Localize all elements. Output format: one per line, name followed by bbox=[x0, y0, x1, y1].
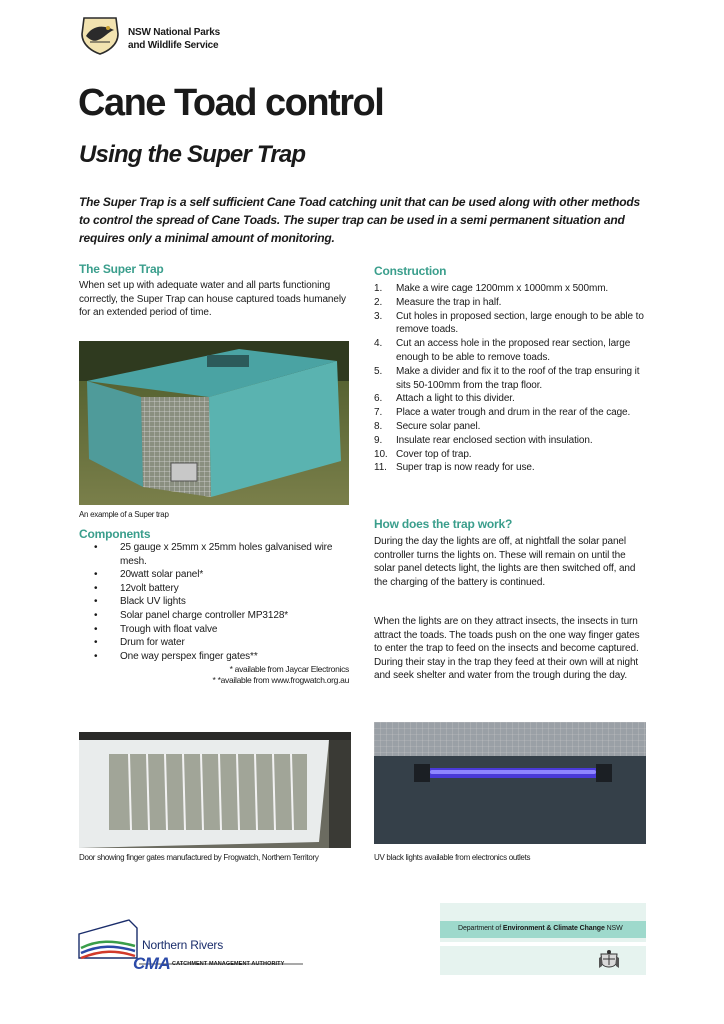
list-item bbox=[374, 310, 644, 338]
uv-light-caption: UV black lights available from electronics outlets bbox=[374, 853, 531, 862]
step-number: 3. bbox=[374, 310, 383, 322]
nsw-crest-icon bbox=[597, 948, 621, 972]
cma-subtitle: CATCHMENT MANAGEMENT AUTHORITY bbox=[172, 961, 285, 967]
step-text: Make a divider and fix it to the roof of the trap ensuring it sits 50-100mm from the trap floor. bbox=[396, 365, 640, 391]
step-text: Attach a light to this divider. bbox=[396, 393, 515, 405]
step-text: Cover top of trap. bbox=[396, 448, 472, 460]
step-number: 8. bbox=[374, 420, 383, 432]
step-text: Secure solar panel. bbox=[396, 420, 481, 432]
dec-logo-divider bbox=[440, 942, 646, 946]
step-number: 4. bbox=[374, 338, 383, 350]
note-frogwatch: * *available from www.frogwatch.org.au bbox=[212, 675, 349, 685]
note-jaycar: * available from Jaycar Electronics bbox=[229, 664, 349, 674]
step-text: Make a wire cage 1200mm x 1000mm x 500mm. bbox=[396, 283, 609, 294]
list-item bbox=[374, 461, 644, 475]
finger-gates-photo bbox=[79, 732, 351, 848]
step-text: Cut an access hole in the proposed rear section, large enough to be able to remove toads. bbox=[396, 338, 631, 363]
org-name-line1: NSW National Parks bbox=[128, 27, 220, 38]
super-trap-photo-caption: An example of a Super trap bbox=[79, 510, 169, 519]
intro-paragraph: The Super Trap is a self sufficient Cane Toad catching unit that can be used along with other methods to control the spread of Cane Toads. The super trap can be used in a semi permanent situation and requires only a minimal amount of monitoring. bbox=[79, 195, 640, 245]
step-text: Measure the trap in half. bbox=[396, 296, 502, 308]
page-subtitle: Using the Super Trap bbox=[79, 141, 306, 168]
list-item: • 12volt battery bbox=[79, 582, 359, 596]
super-trap-heading: The Super Trap bbox=[79, 262, 164, 276]
list-item: • Trough with float valve bbox=[79, 623, 359, 637]
uv-light-photo bbox=[374, 722, 646, 844]
list-item: • Solar panel charge controller MP3128* bbox=[79, 609, 359, 623]
construction-heading: Construction bbox=[374, 264, 447, 278]
list-item bbox=[374, 282, 644, 296]
step-number: 6. bbox=[374, 393, 383, 405]
components-list bbox=[79, 541, 359, 663]
components-heading: Components bbox=[79, 527, 151, 541]
list-item bbox=[374, 406, 644, 420]
component-notes bbox=[79, 664, 349, 686]
super-trap-body: When set up with adequate water and all parts functioning correctly, the Super Trap can house captured toads humanely for an extended period of time. bbox=[79, 280, 346, 319]
finger-gates-caption: Door showing finger gates manufactured by Frogwatch, Northern Territory bbox=[79, 853, 319, 862]
nparks-logo-icon bbox=[78, 14, 122, 56]
list-item bbox=[374, 392, 644, 406]
list-item bbox=[374, 337, 644, 365]
how-it-works-para2: When the lights are on they attract insects, the insects in turn attract the toads. The toads push on the one way finger gates to enter the trap to feed on the insects and become captured. During their stay in the trap they feed at their own will at night and seek shelter and water from the trough during the day. bbox=[374, 616, 640, 682]
step-text: Insulate rear enclosed section with insulation. bbox=[396, 434, 593, 446]
org-name-line2: and Wildlife Service bbox=[128, 40, 219, 51]
how-it-works-heading: How does the trap work? bbox=[374, 517, 513, 531]
northern-rivers-name: Northern Rivers bbox=[142, 938, 224, 952]
how-it-works-para1: During the day the lights are off, at nightfall the solar panel controller turns the lights on. These will remain on until the solar panel detects light, the lights are then switched off, and the charging of the battery is continued. bbox=[374, 536, 636, 588]
dec-bold: Environment & Climate Change bbox=[502, 925, 605, 932]
construction-list bbox=[374, 282, 644, 475]
list-item: • One way perspex finger gates** bbox=[79, 650, 359, 664]
list-item: • 25 gauge x 25mm x 25mm holes galvanised wire mesh. bbox=[79, 541, 359, 568]
list-item bbox=[374, 296, 644, 310]
step-number: 9. bbox=[374, 434, 383, 446]
list-item bbox=[374, 448, 644, 462]
list-item bbox=[374, 365, 644, 393]
dec-prefix: Department of bbox=[458, 925, 503, 932]
step-number: 5. bbox=[374, 365, 383, 377]
list-item bbox=[374, 420, 644, 434]
list-item: • 20watt solar panel* bbox=[79, 568, 359, 582]
super-trap-photo bbox=[79, 341, 349, 505]
step-number: 1. bbox=[374, 283, 383, 294]
step-number: 11. bbox=[374, 462, 387, 474]
step-number: 7. bbox=[374, 407, 383, 419]
step-text: Cut holes in proposed section, large enough to be able to remove toads. bbox=[396, 310, 644, 336]
org-name bbox=[128, 26, 220, 52]
list-item: • Drum for water bbox=[79, 636, 359, 650]
list-item: • Black UV lights bbox=[79, 595, 359, 609]
dec-name bbox=[458, 925, 623, 932]
page-title: Cane Toad control bbox=[78, 82, 384, 124]
dec-suffix: NSW bbox=[604, 925, 623, 932]
step-text: Super trap is now ready for use. bbox=[396, 462, 535, 474]
step-number: 10. bbox=[374, 448, 388, 460]
step-number: 2. bbox=[374, 296, 383, 308]
list-item bbox=[374, 434, 644, 448]
step-text: Place a water trough and drum in the rear of the cage. bbox=[396, 407, 631, 419]
cma-wordmark: CMA bbox=[133, 954, 171, 973]
